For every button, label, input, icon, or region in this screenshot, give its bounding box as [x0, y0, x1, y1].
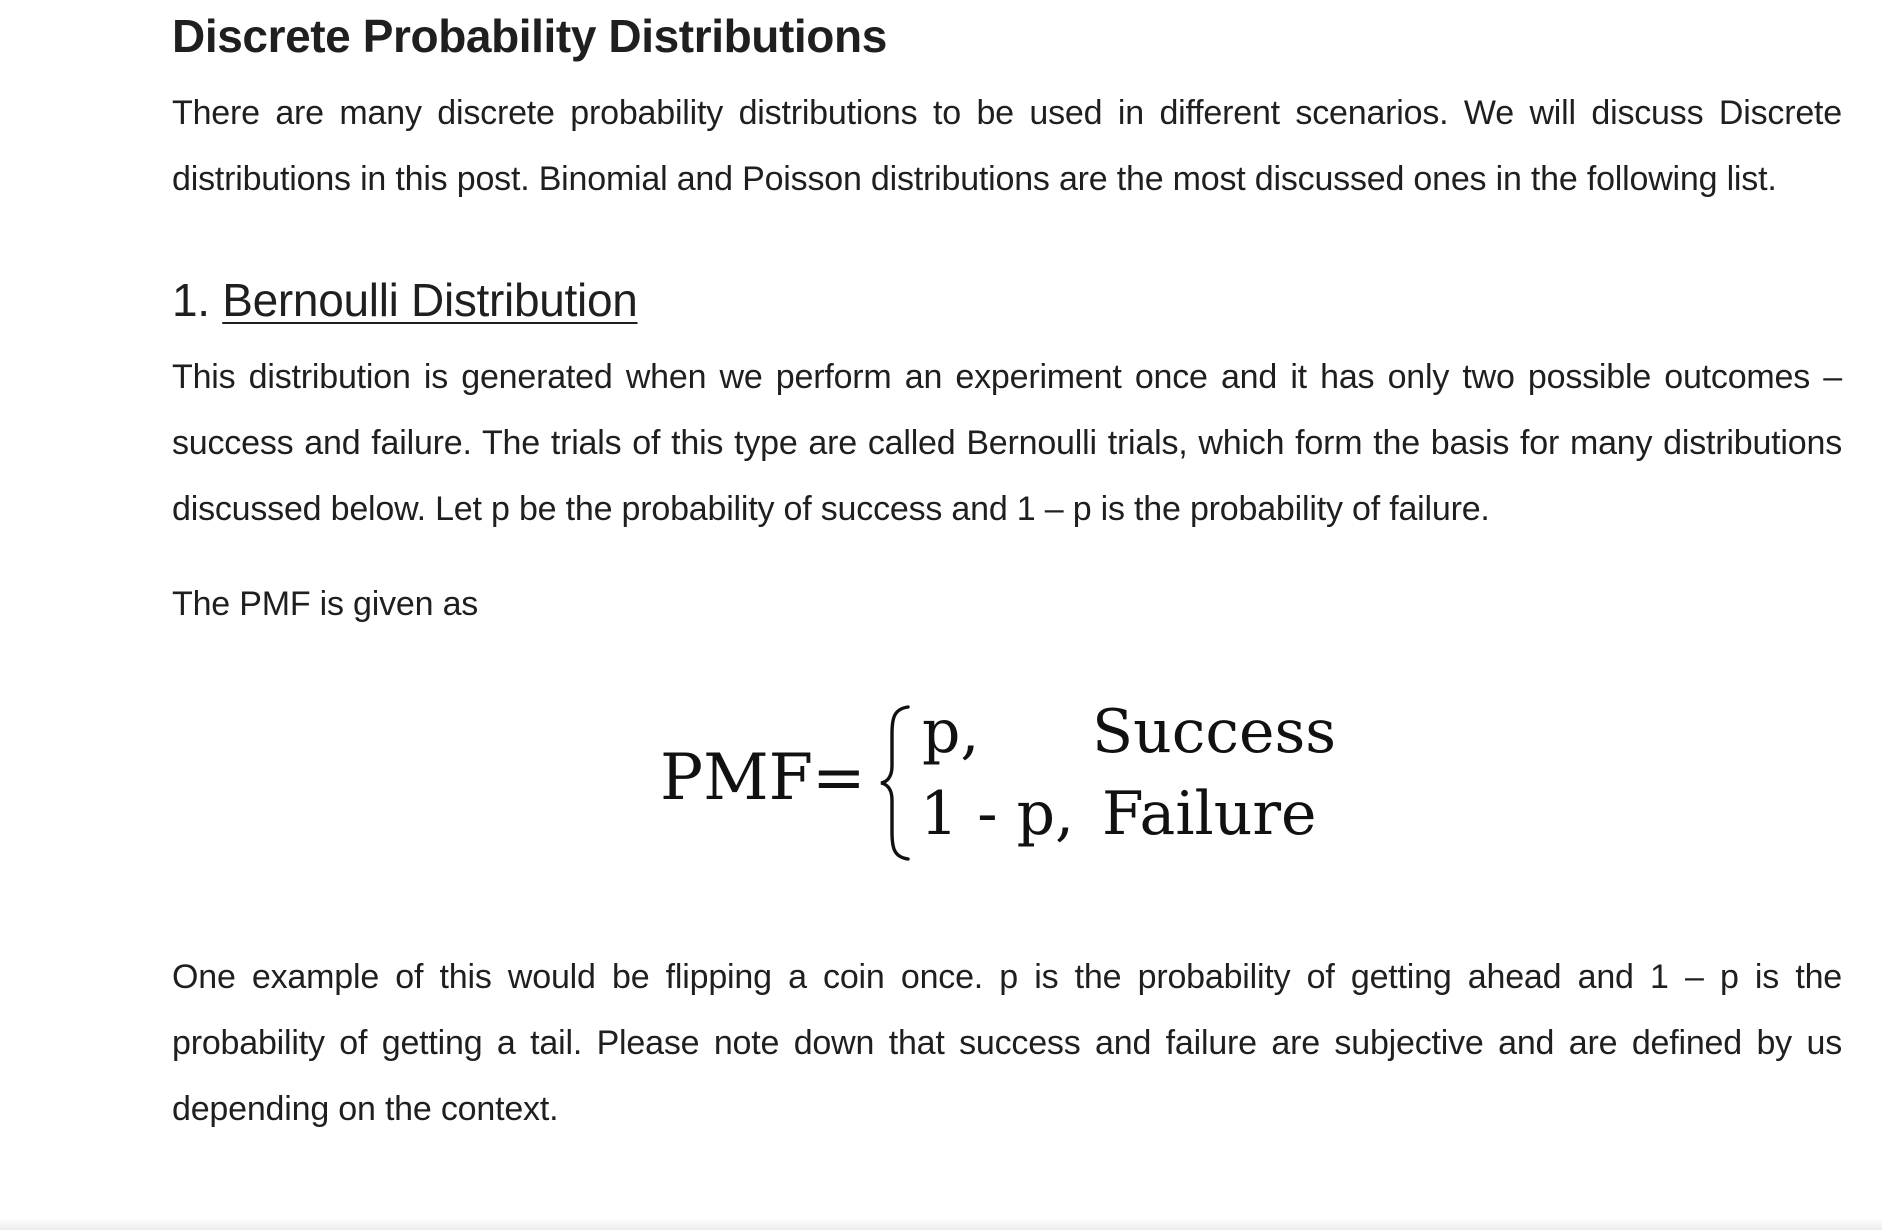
pmf-formula: [660, 686, 1380, 886]
article: [172, 0, 1842, 1142]
intro-paragraph: There are many discrete probability distributions to be used in different scenarios. We will discuss Discrete distributions in this post. Binomial and Poisson distributions are the most discussed ones in the following list.: [172, 94, 1842, 198]
left-brace-icon: [878, 704, 912, 862]
pmf-formula-block: [172, 634, 1842, 934]
formula-row2-label: Failure: [1102, 779, 1317, 849]
bernoulli-paragraph: This distribution is generated when we perform an experiment once and it has only two possible outcomes – success and failure. The trials of this type are called Bernoulli trials, which form the basis for many distributions discussed below. Let p be the probability of success and 1 – p is the probability of failure.: [172, 358, 1842, 528]
formula-row2-value: 1 - p,: [920, 779, 1075, 849]
formula-equals: =: [812, 741, 866, 815]
bernoulli-distribution-link[interactable]: Bernoulli Distribution: [222, 274, 638, 326]
example-paragraph: One example of this would be flipping a coin once. p is the probability of getting ahead and 1 – p is the probability of getting a tail. Please note down that success and failure are subjective and are defined by us depending on the context.: [172, 958, 1842, 1128]
bottom-edge-shadow: [0, 1218, 1882, 1230]
section-heading-bernoulli: [172, 272, 1842, 328]
page-title: Discrete Probability Distributions: [172, 10, 887, 62]
pmf-intro-text: The PMF is given as: [172, 585, 479, 623]
formula-row1-value: p,: [922, 697, 980, 767]
formula-lhs: PMF: [660, 741, 813, 815]
section-number: 1.: [172, 274, 210, 326]
formula-row1-label: Success: [1092, 697, 1337, 767]
